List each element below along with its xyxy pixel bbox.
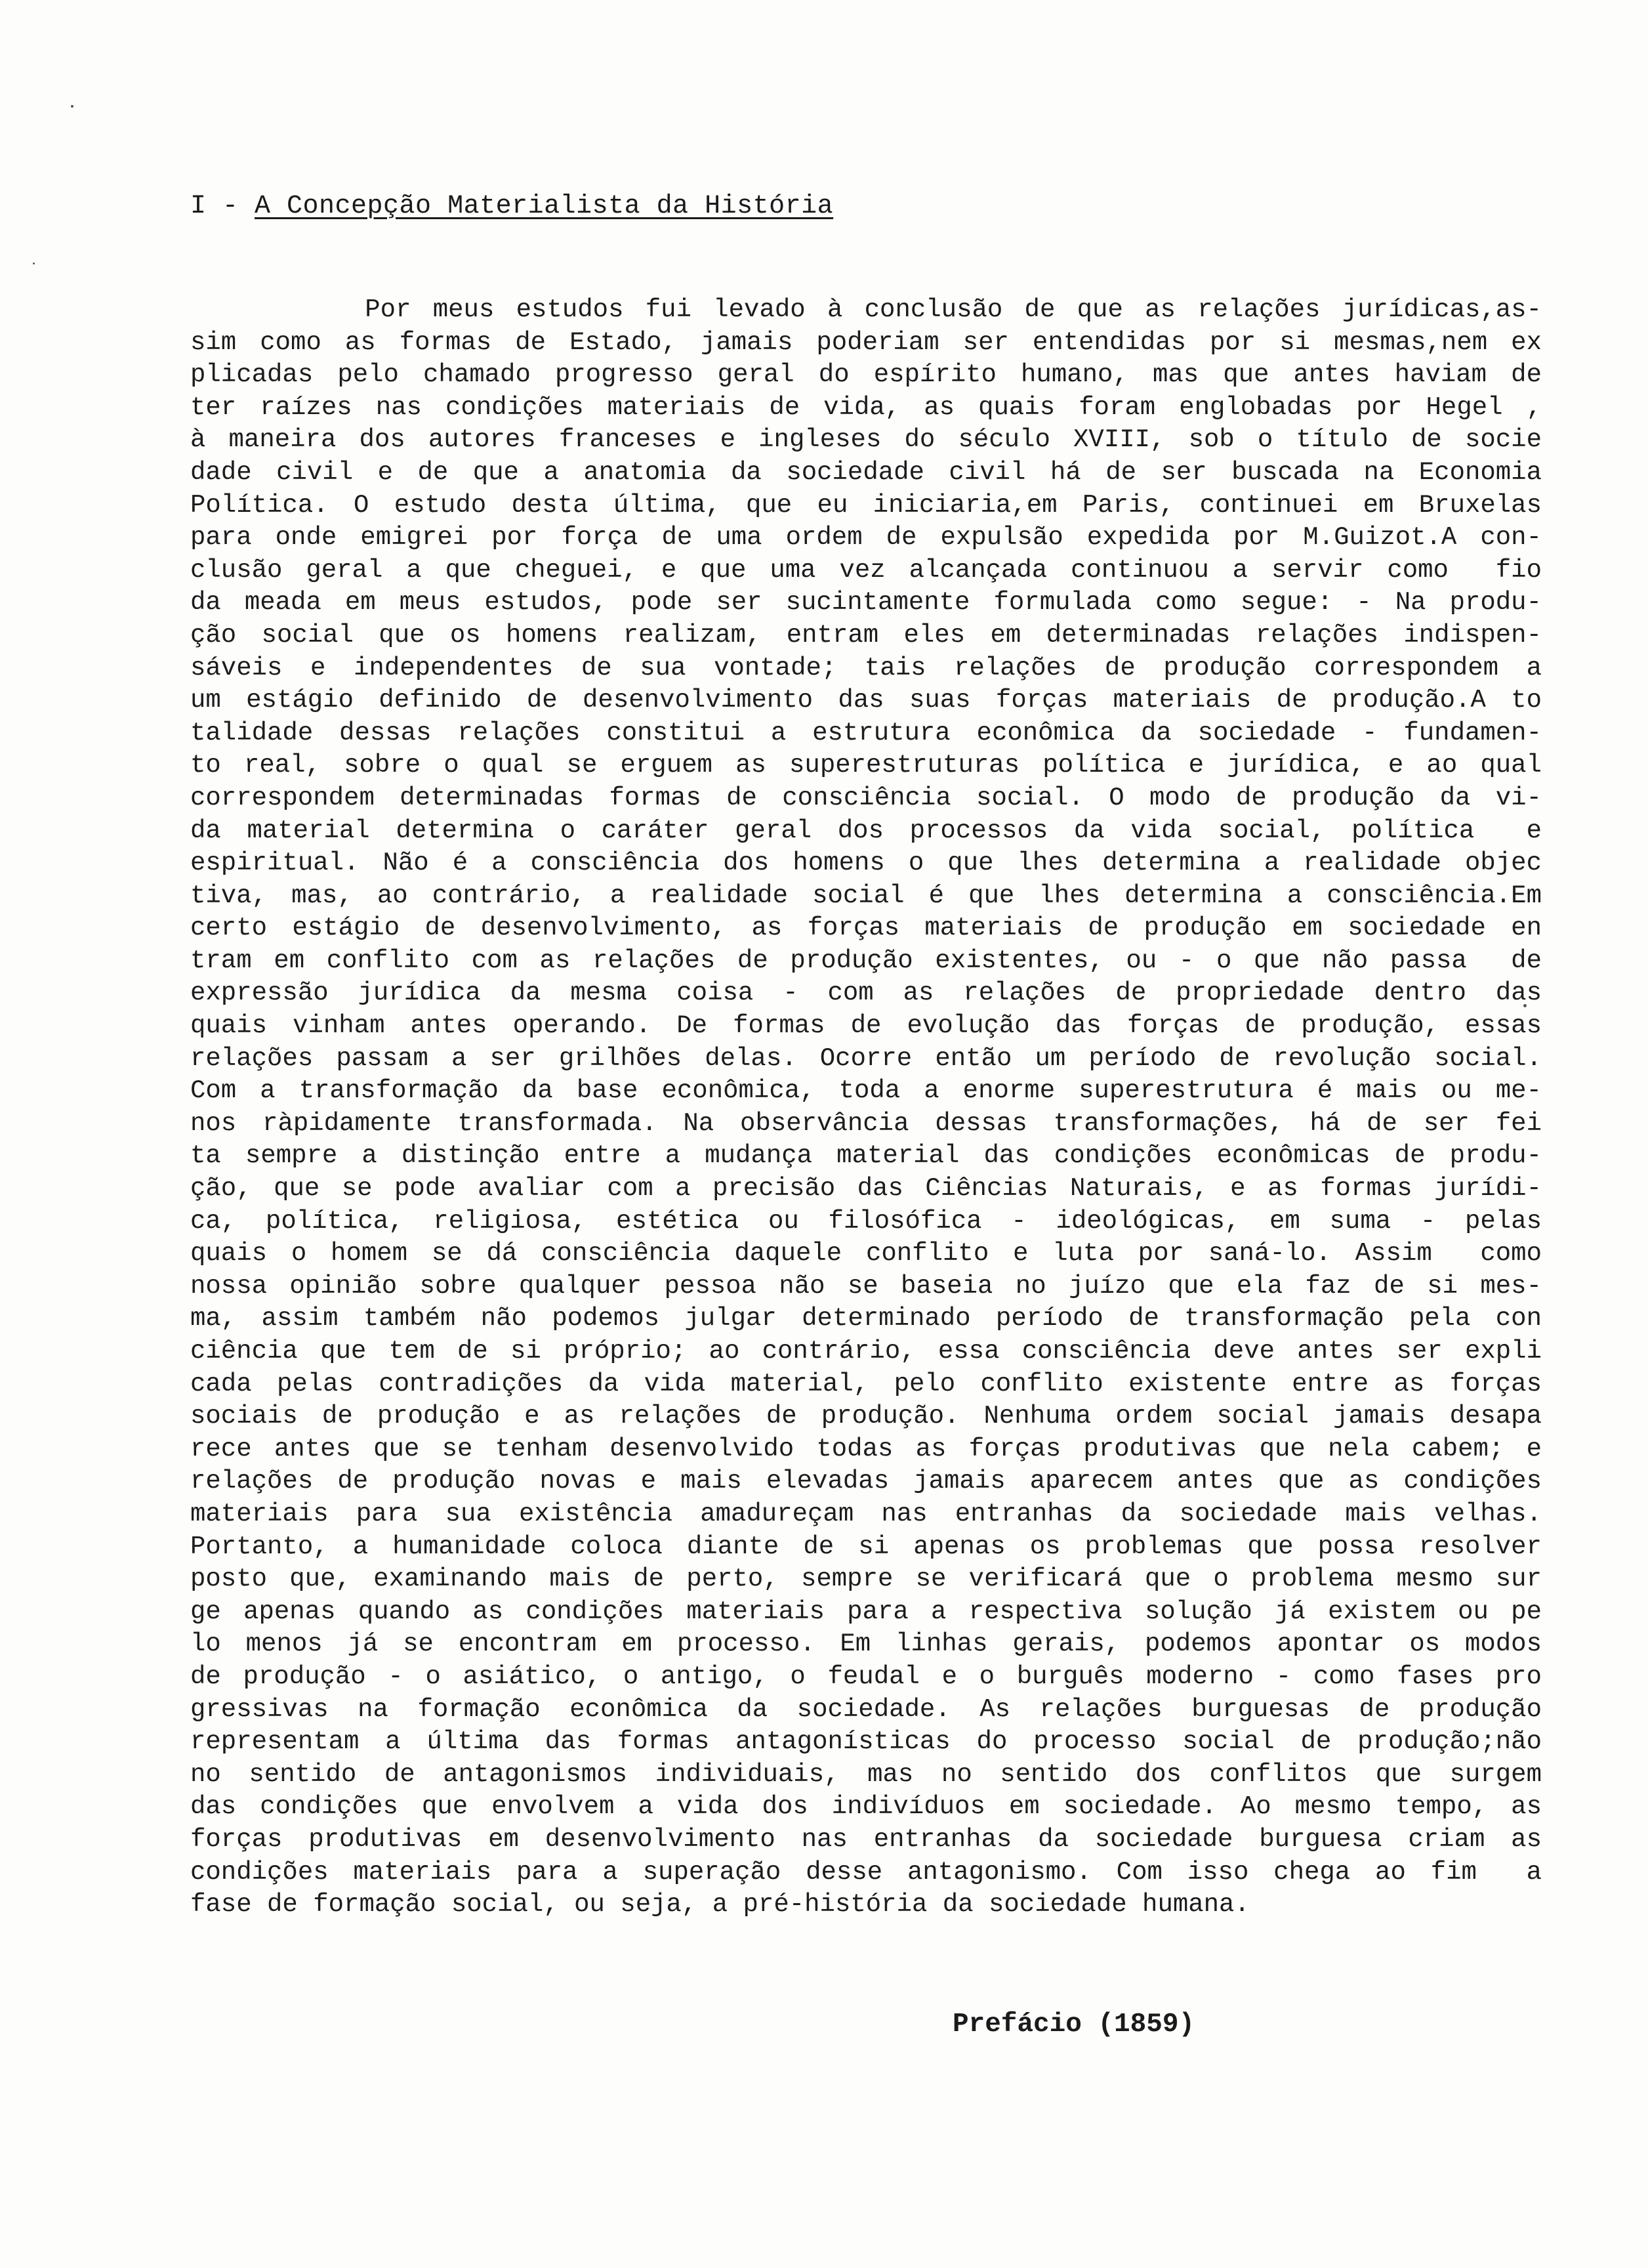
text-line: espiritual. Não é a consciência dos homens o que lhes determina a realidade objec [190, 849, 1542, 878]
paper-speck [33, 262, 35, 264]
text-line: expressão jurídica da mesma coisa - com as relações de propriedade dentro das [190, 978, 1542, 1008]
text-line: ca, política, religiosa, estética ou filosófica - ideológicas, em suma - pelas [190, 1206, 1542, 1236]
text-line: sáveis e independentes de sua vontade; tais relações de produção correspondem a [190, 653, 1542, 682]
body-paragraph [190, 294, 1542, 1922]
text-line: para onde emigrei por força de uma ordem de expulsão expedida por M.Guizot.A con- [190, 523, 1542, 553]
text-line: um estágio definido de desenvolvimento das suas forças materiais de produção.A to [190, 686, 1542, 715]
text-line: tram em conflito com as relações de produção existentes, ou - o que não passa de [190, 946, 1542, 975]
text-line: posto que, examinando mais de perto, sempre se verificará que o problema mesmo sur [190, 1564, 1542, 1594]
text-line: à maneira dos autores franceses e ingleses do século XVIII, sob o título de socie [190, 425, 1542, 455]
text-line: sim como as formas de Estado, jamais poderiam ser entendidas por si mesmas,nem ex [190, 327, 1542, 357]
text-line: materiais para sua existência amadureçam nas entranhas da sociedade mais velhas. [190, 1499, 1542, 1528]
text-line: ciência que tem de si próprio; ao contrário, essa consciência deve antes ser expli [190, 1337, 1542, 1366]
text-line: nossa opinião sobre qualquer pessoa não se baseia no juízo que ela faz de si mes- [190, 1271, 1542, 1301]
section-number: I - [190, 192, 255, 221]
text-line: ção social que os homens realizam, entram eles em determinadas relações indispen- [190, 620, 1542, 650]
text-line: lo menos já se encontram em processo. Em linhas gerais, podemos apontar os modos [190, 1629, 1542, 1659]
section-title: A Concepção Materialista da História [255, 192, 834, 221]
text-line: quais o homem se dá consciência daquele conflito e luta por saná-lo. Assim como [190, 1239, 1542, 1269]
text-line: no sentido de antagonismos individuais, mas no sentido dos conflitos que surgem [190, 1759, 1542, 1789]
text-line: nos ràpidamente transformada. Na observância dessas transformações, há de ser fei [190, 1108, 1542, 1138]
text-line: ge apenas quando as condições materiais para a respectiva solução já existem ou pe [190, 1597, 1542, 1626]
text-line: cada pelas contradições da vida material, pelo conflito existente entre as forças [190, 1369, 1542, 1398]
text-line: correspondem determinadas formas de consciência social. O modo de produção da vi- [190, 783, 1542, 812]
text-line: Por meus estudos fui levado à conclusão de que as relações jurídicas,as- [190, 295, 1542, 324]
text-line: condições materiais para a superação desse antagonismo. Com isso chega ao fim a [190, 1857, 1542, 1887]
text-line: plicadas pelo chamado progresso geral do espírito humano, mas que antes haviam de [190, 360, 1542, 390]
text-line: da material determina o caráter geral dos processos da vida social, política e [190, 816, 1542, 845]
text-line: to real, sobre o qual se erguem as superestruturas política e jurídica, e ao qual [190, 751, 1542, 780]
text-line: quais vinham antes operando. De formas de evolução das forças de produção, essas [190, 1011, 1542, 1041]
text-line: talidade dessas relações constitui a estrutura econômica da sociedade - fundamen- [190, 718, 1542, 747]
text-line: de produção - o asiático, o antigo, o feudal e o burguês moderno - como fases pro [190, 1662, 1542, 1691]
text-line: Com a transformação da base econômica, toda a enorme superestrutura é mais ou me- [190, 1076, 1542, 1106]
text-line: clusão geral a que cheguei, e que uma vez alcançada continuou a servir como fio [190, 555, 1542, 585]
text-line: da meada em meus estudos, pode ser sucintamente formulada como segue: - Na produ- [190, 588, 1542, 618]
text-line: Política. O estudo desta última, que eu iniciaria,em Paris, continuei em Bruxelas [190, 490, 1542, 520]
text-line: sociais de produção e as relações de produção. Nenhuma ordem social jamais desapa [190, 1402, 1542, 1431]
text-line: ta sempre a distinção entre a mudança material das condições econômicas de produ- [190, 1141, 1542, 1171]
text-line: fase de formação social, ou seja, a pré-história da sociedade humana. [190, 1890, 1250, 1920]
section-heading [190, 192, 833, 221]
text-line: gressivas na formação econômica da sociedade. As relações burguesas de produção [190, 1694, 1542, 1724]
text-line: das condições que envolvem a vida dos indivíduos em sociedade. Ao mesmo tempo, as [190, 1792, 1542, 1822]
text-line: ter raízes nas condições materiais de vida, as quais foram englobadas por Hegel , [190, 392, 1542, 422]
text-line: relações passam a ser grilhões delas. Ocorre então um período de revolução social. [190, 1043, 1542, 1073]
paper-speck [71, 105, 73, 108]
text-line: dade civil e de que a anatomia da sociedade civil há de ser buscada na Economia [190, 457, 1542, 487]
text-line: Portanto, a humanidade coloca diante de si apenas os problemas que possa resolver [190, 1532, 1542, 1561]
text-line: tiva, mas, ao contrário, a realidade social é que lhes determina a consciência.Em [190, 881, 1542, 910]
source-reference: Prefácio (1859) [953, 2009, 1195, 2040]
text-line: rece antes que se tenham desenvolvido todas as forças produtivas que nela cabem; e [190, 1434, 1542, 1463]
text-line: representam a última das formas antagonísticas do processo social de produção;não [190, 1727, 1542, 1757]
text-line: forças produtivas em desenvolvimento nas entranhas da sociedade burguesa criam as [190, 1824, 1542, 1854]
text-line: ção, que se pode avaliar com a precisão das Ciências Naturais, e as formas jurídi- [190, 1174, 1542, 1204]
text-line: certo estágio de desenvolvimento, as forças materiais de produção em sociedade en [190, 914, 1542, 943]
text-line: ma, assim também não podemos julgar determinado período de transformação pela con [190, 1304, 1542, 1334]
text-line: relações de produção novas e mais elevadas jamais aparecem antes que as condições [190, 1467, 1542, 1496]
